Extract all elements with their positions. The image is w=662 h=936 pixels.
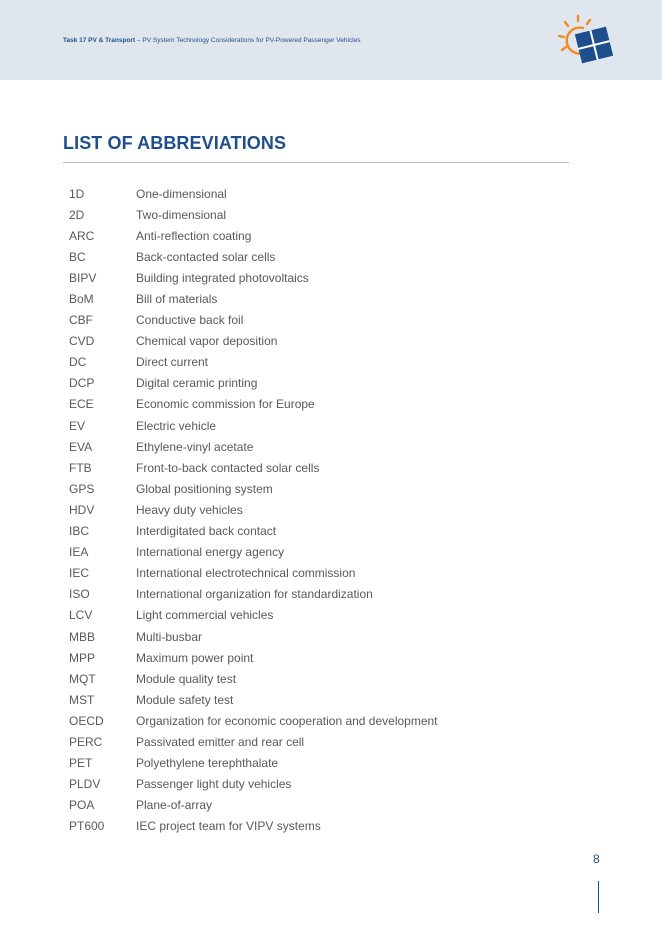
abbreviation-term: PLDV: [69, 777, 101, 792]
abbreviation-definition: Global positioning system: [136, 481, 273, 496]
abbreviation-term: CVD: [69, 334, 95, 349]
abbreviation-term: PT600: [69, 819, 105, 834]
list-item: [69, 816, 438, 837]
list-item: [69, 542, 438, 563]
task-label: Task 17 PV & Transport: [63, 37, 136, 44]
list-item: [69, 626, 438, 647]
abbreviation-term: PET: [69, 756, 93, 771]
list-item: [69, 331, 438, 352]
abbreviation-term: IBC: [69, 524, 90, 539]
sun-solar-panel-logo-icon: [556, 14, 614, 68]
page-number-rule: [598, 881, 599, 913]
list-item: [69, 731, 438, 752]
list-item: [69, 605, 438, 626]
abbreviation-term: MQT: [69, 671, 96, 686]
abbreviation-definition: Maximum power point: [136, 650, 254, 665]
abbreviation-term: GPS: [69, 481, 95, 496]
abbreviation-term: 1D: [69, 186, 85, 201]
list-item: [69, 499, 438, 520]
abbreviation-definition: Chemical vapor deposition: [136, 334, 278, 349]
list-item: [69, 246, 438, 267]
abbreviation-term: POA: [69, 798, 95, 813]
abbreviation-term: BC: [69, 249, 86, 264]
abbreviation-definition: Module safety test: [136, 692, 234, 707]
abbreviation-definition: International organization for standardization: [136, 587, 373, 602]
abbreviation-definition: Passivated emitter and rear cell: [136, 734, 305, 749]
page-title: LIST OF ABBREVIATIONS: [63, 133, 287, 153]
list-item: [69, 225, 438, 246]
list-item: [69, 183, 438, 204]
abbreviation-definition: Multi-busbar: [136, 629, 203, 644]
abbreviation-term: BIPV: [69, 270, 97, 285]
list-item: [69, 521, 438, 542]
header-subtitle: PV System Technology Considerations for PV-Powered Passenger Vehicles: [142, 37, 361, 44]
abbreviation-term: ISO: [69, 587, 90, 602]
list-item: [69, 288, 438, 309]
abbreviation-definition: Bill of materials: [136, 292, 218, 307]
list-item: [69, 795, 438, 816]
abbreviation-definition: Ethylene-vinyl acetate: [136, 439, 254, 454]
running-header: [63, 37, 360, 44]
list-item: [69, 563, 438, 584]
abbreviation-list: [69, 183, 438, 837]
abbreviation-term: DC: [69, 355, 87, 370]
abbreviation-term: DCP: [69, 376, 95, 391]
abbreviation-term: MST: [69, 692, 95, 707]
abbreviation-term: EV: [69, 418, 86, 433]
list-item: [69, 478, 438, 499]
abbreviation-definition: Direct current: [136, 355, 209, 370]
header-separator: –: [135, 37, 143, 44]
abbreviation-definition: Back-contacted solar cells: [136, 249, 276, 264]
abbreviation-term: MBB: [69, 629, 96, 644]
abbreviation-definition: Passenger light duty vehicles: [136, 777, 292, 792]
abbreviation-term: ARC: [69, 228, 95, 243]
abbreviation-definition: Digital ceramic printing: [136, 376, 258, 391]
list-item: [69, 689, 438, 710]
list-item: [69, 753, 438, 774]
list-item: [69, 267, 438, 288]
list-item: [69, 647, 438, 668]
abbreviation-definition: Plane-of-array: [136, 798, 213, 813]
abbreviation-term: FTB: [69, 460, 92, 475]
abbreviation-term: 2D: [69, 207, 85, 222]
abbreviation-term: HDV: [69, 502, 95, 517]
list-item: [69, 584, 438, 605]
page-number: 8: [593, 852, 600, 866]
abbreviation-definition: Organization for economic cooperation and development: [136, 713, 438, 728]
abbreviation-definition: Electric vehicle: [136, 418, 217, 433]
abbreviation-definition: Anti-reflection coating: [136, 228, 252, 243]
list-item: [69, 774, 438, 795]
list-item: [69, 394, 438, 415]
abbreviation-term: ECE: [69, 397, 94, 412]
abbreviation-definition: One-dimensional: [136, 186, 227, 201]
abbreviation-term: OECD: [69, 713, 104, 728]
abbreviation-definition: Polyethylene terephthalate: [136, 756, 279, 771]
abbreviation-definition: Light commercial vehicles: [136, 608, 274, 623]
abbreviation-term: IEC: [69, 566, 90, 581]
list-item: [69, 310, 438, 331]
abbreviation-definition: Heavy duty vehicles: [136, 502, 243, 517]
abbreviation-definition: Front-to-back contacted solar cells: [136, 460, 320, 475]
list-item: [69, 457, 438, 478]
abbreviation-definition: Module quality test: [136, 671, 237, 686]
list-item: [69, 415, 438, 436]
list-item: [69, 373, 438, 394]
abbreviation-term: BoM: [69, 292, 94, 307]
abbreviation-definition: International electrotechnical commission: [136, 566, 356, 581]
list-item: [69, 436, 438, 457]
abbreviation-definition: International energy agency: [136, 545, 285, 560]
list-item: [69, 668, 438, 689]
abbreviation-term: LCV: [69, 608, 93, 623]
abbreviation-term: IEA: [69, 545, 89, 560]
abbreviation-definition: Conductive back foil: [136, 313, 244, 328]
abbreviation-definition: Building integrated photovoltaics: [136, 270, 309, 285]
abbreviation-definition: Interdigitated back contact: [136, 524, 277, 539]
abbreviation-term: PERC: [69, 734, 103, 749]
abbreviation-definition: Economic commission for Europe: [136, 397, 315, 412]
abbreviation-definition: IEC project team for VIPV systems: [136, 819, 321, 834]
abbreviation-term: EVA: [69, 439, 93, 454]
abbreviation-term: CBF: [69, 313, 93, 328]
list-item: [69, 352, 438, 373]
list-item: [69, 204, 438, 225]
abbreviation-definition: Two-dimensional: [136, 207, 227, 222]
title-divider: [63, 162, 569, 163]
list-item: [69, 710, 438, 731]
abbreviation-term: MPP: [69, 650, 96, 665]
